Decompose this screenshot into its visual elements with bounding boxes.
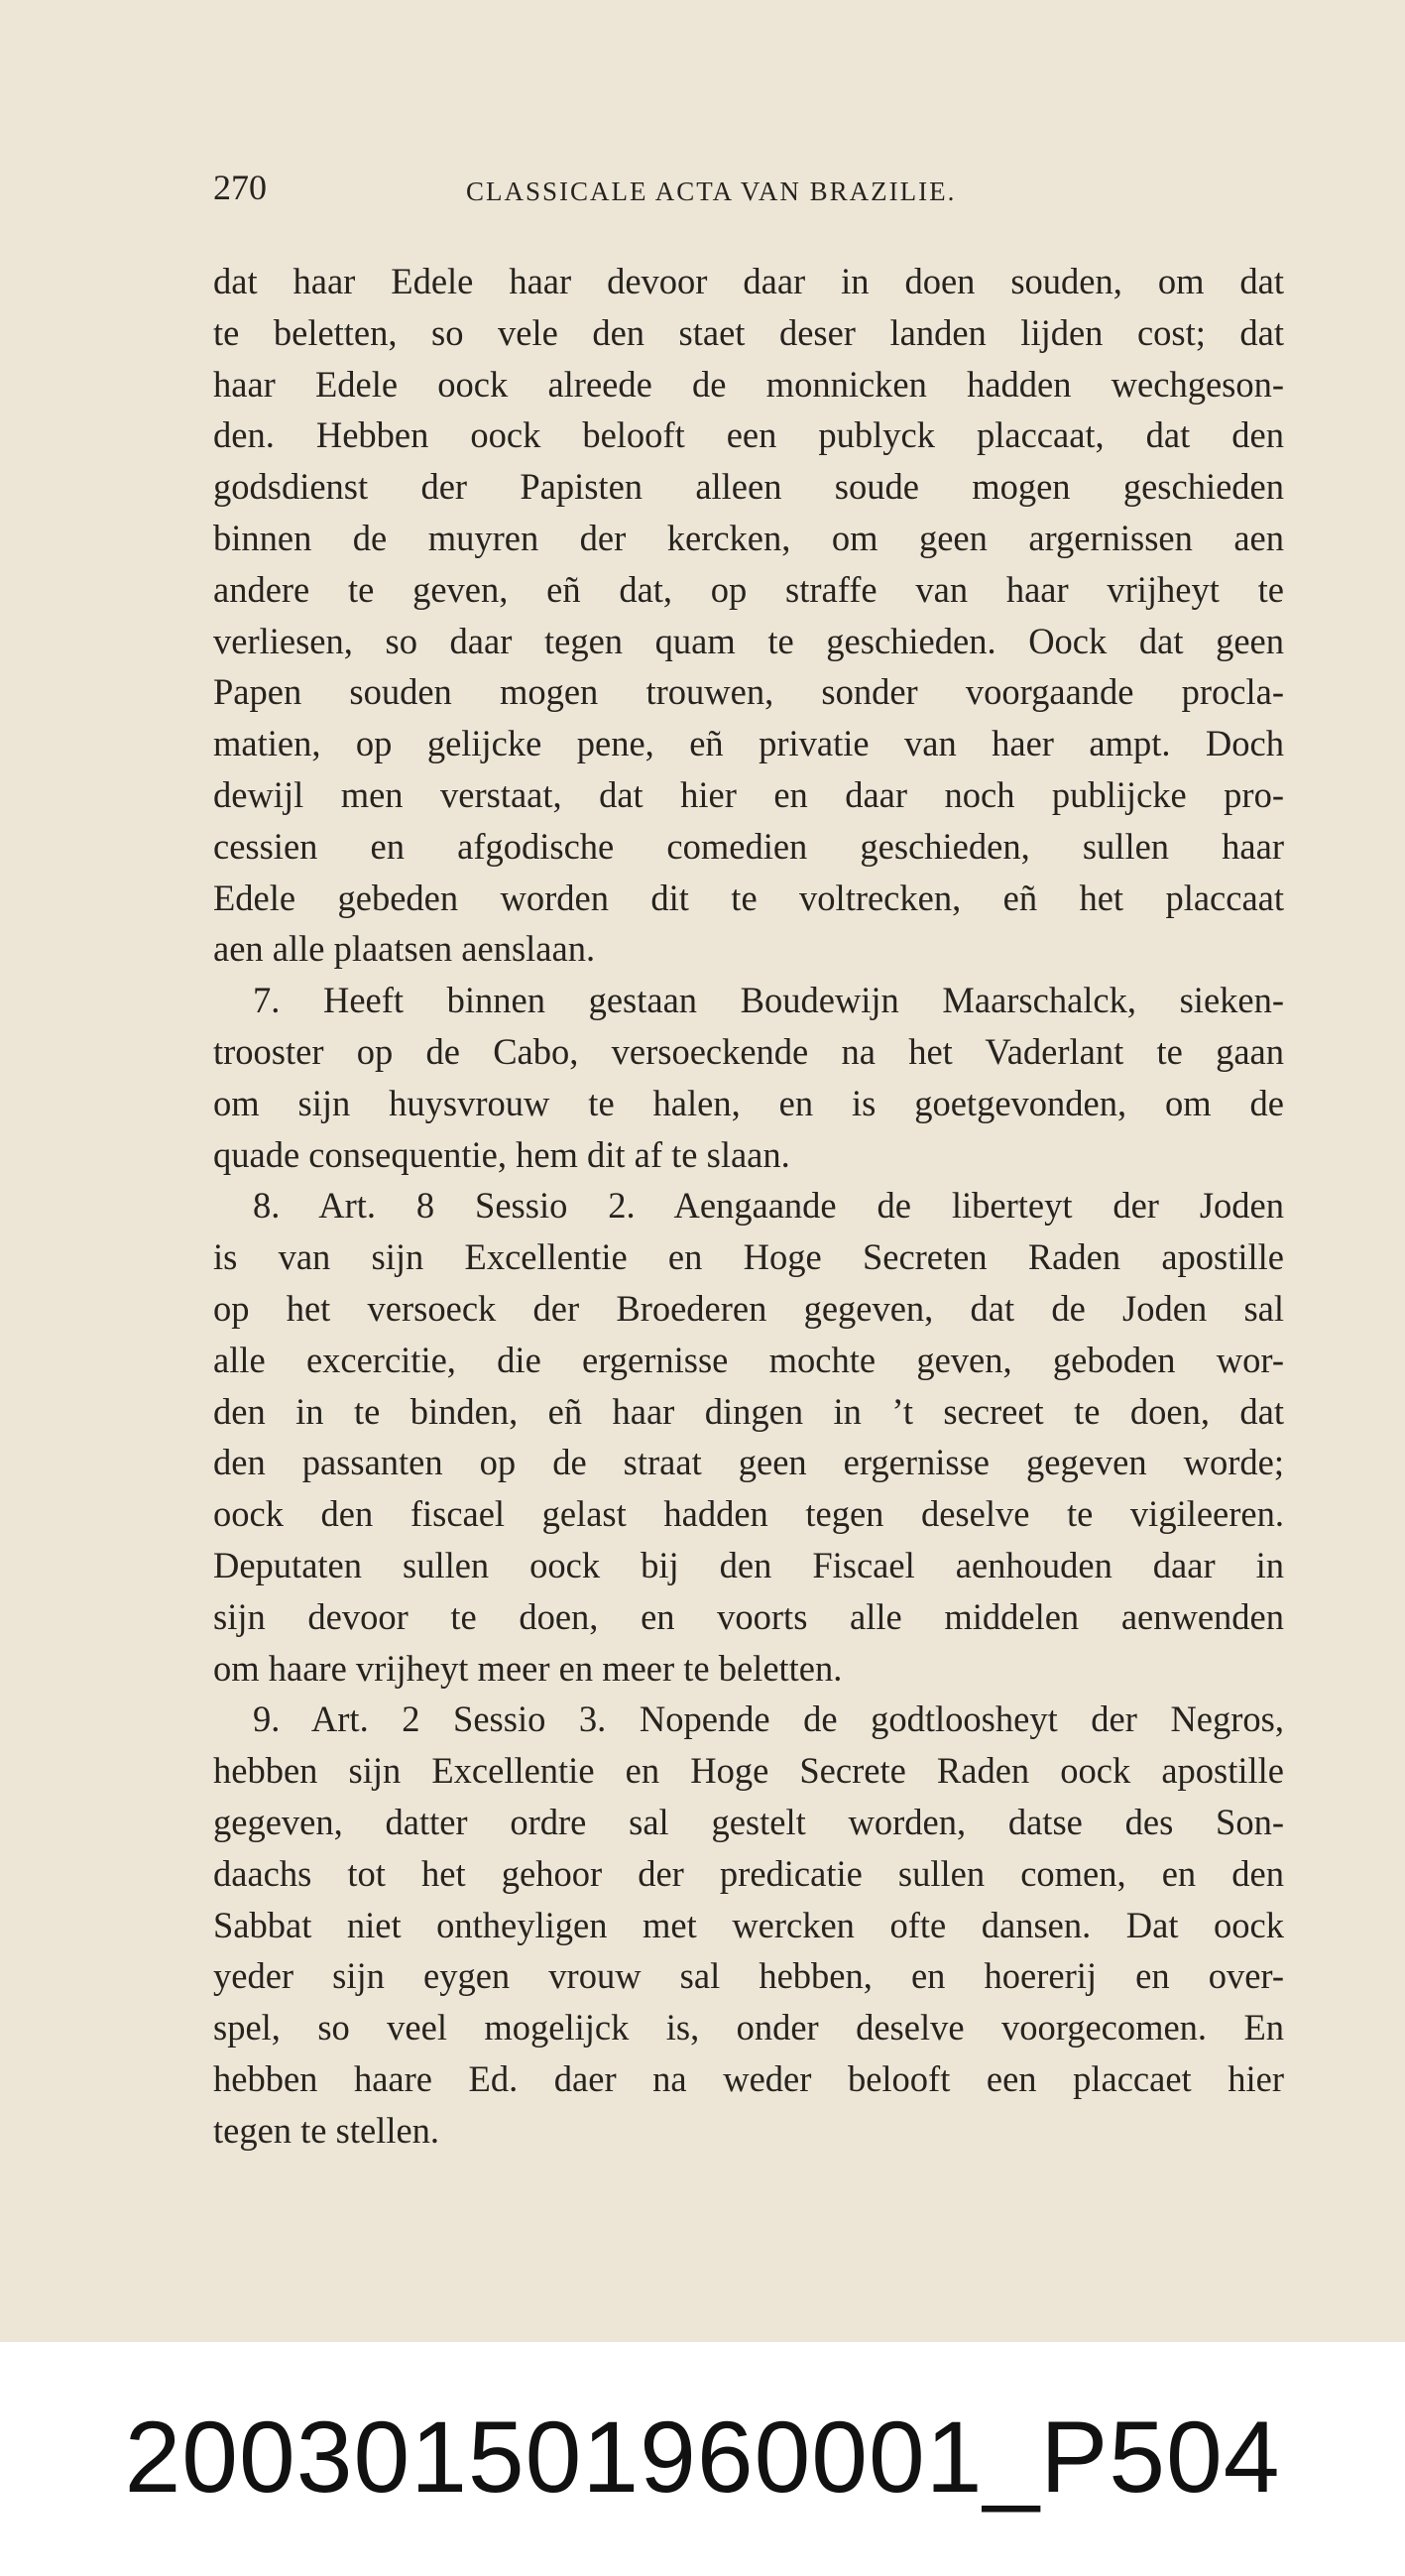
text-line: quade consequentie, hem dit af te slaan. [213, 1133, 790, 1175]
text-line: den. Hebben oock belooft een publyck placcaat, dat den [213, 414, 1284, 456]
page-header [213, 167, 1281, 216]
text-line: yeder sijn eygen vrouw sal hebben, en hoererij en over- [213, 1955, 1284, 1997]
text-line: op het versoeck der Broederen gegeven, dat de Joden sal [213, 1287, 1284, 1329]
scan-identifier: 200301501960001_P504 [124, 2400, 1281, 2514]
text-line: is van sijn Excellentie en Hoge Secreten Raden apostille [213, 1236, 1284, 1278]
text-line: haar Edele oock alreede de monnicken hadden wechgeson- [213, 363, 1284, 405]
text-line: Sabbat niet ontheyligen met wercken ofte dansen. Dat oock [213, 1904, 1284, 1945]
text-line: dewijl men verstaat, dat hier en daar noch publijcke pro- [213, 773, 1284, 815]
running-head: CLASSICALE ACTA VAN BRAZILIE. [466, 176, 957, 206]
text-line: alle excercitie, die ergernisse mochte geven, geboden wor- [213, 1339, 1284, 1380]
paragraph-9-line: 9. Art. 2 Sessio 3. Nopende de godtloosheyt der Negros, [253, 1698, 1284, 1740]
text-line: aen alle plaatsen aenslaan. [213, 928, 596, 970]
text-line: om haare vrijheyt meer en meer te beletten. [213, 1647, 843, 1689]
text-line: cessien en afgodische comedien geschieden, sullen haar [213, 825, 1284, 867]
paragraph-8-line: 8. Art. 8 Sessio 2. Aengaande de liberteyt der Joden [253, 1185, 1284, 1227]
text-line: verliesen, so daar tegen quam te geschieden. Oock dat geen [213, 620, 1284, 661]
text-line: oock den fiscael gelast hadden tegen deselve te vigileeren. [213, 1493, 1284, 1535]
text-line: Deputaten sullen oock bij den Fiscael aenhouden daar in [213, 1544, 1284, 1585]
text-line: trooster op de Cabo, versoeckende na het Vaderlant te gaan [213, 1030, 1284, 1072]
text-line: den passanten op de straat geen ergernisse gegeven worde; [213, 1442, 1284, 1483]
page-number: 270 [213, 168, 267, 207]
text-line: om sijn huysvrouw te halen, en is goetgevonden, om de [213, 1082, 1284, 1123]
text-line: tegen te stellen. [213, 2109, 440, 2151]
text-line: dat haar Edele haar devoor daar in doen souden, om dat [213, 261, 1284, 301]
paragraph-7-line: 7. Heeft binnen gestaan Boudewijn Maarschalck, sieken- [253, 980, 1284, 1021]
text-line: andere te geven, eñ dat, op straffe van haar vrijheyt te [213, 568, 1284, 610]
text-line: godsdienst der Papisten alleen soude mogen geschieden [213, 466, 1284, 508]
text-line: binnen de muyren der kercken, om geen argernissen aen [213, 517, 1284, 558]
text-line: spel, so veel mogelijck is, onder deselve voorgecomen. En [213, 2007, 1284, 2049]
text-line: Edele gebeden worden dit te voltrecken, eñ het placcaat [213, 877, 1284, 918]
scan-footer [0, 2342, 1405, 2576]
text-line: daachs tot het gehoor der predicatie sullen comen, en den [213, 1852, 1284, 1894]
text-line: gegeven, datter ordre sal gestelt worden, datse des Son- [213, 1801, 1284, 1842]
text-line: sijn devoor te doen, en voorts alle middelen aenwenden [213, 1595, 1284, 1637]
body-text [213, 256, 1284, 2156]
text-line: hebben sijn Excellentie en Hoge Secrete Raden oock apostille [213, 1750, 1284, 1792]
text-line: hebben haare Ed. daer na weder belooft een placcaet hier [213, 2057, 1284, 2099]
text-line: den in te binden, eñ haar dingen in ’t secreet te doen, dat [213, 1390, 1284, 1432]
text-line: Papen souden mogen trouwen, sonder voorgaande procla- [213, 671, 1284, 713]
text-line: matien, op gelijcke pene, eñ privatie van haer ampt. Doch [213, 723, 1284, 764]
text-line: te beletten, so vele den staet deser landen lijden cost; dat [213, 311, 1284, 353]
